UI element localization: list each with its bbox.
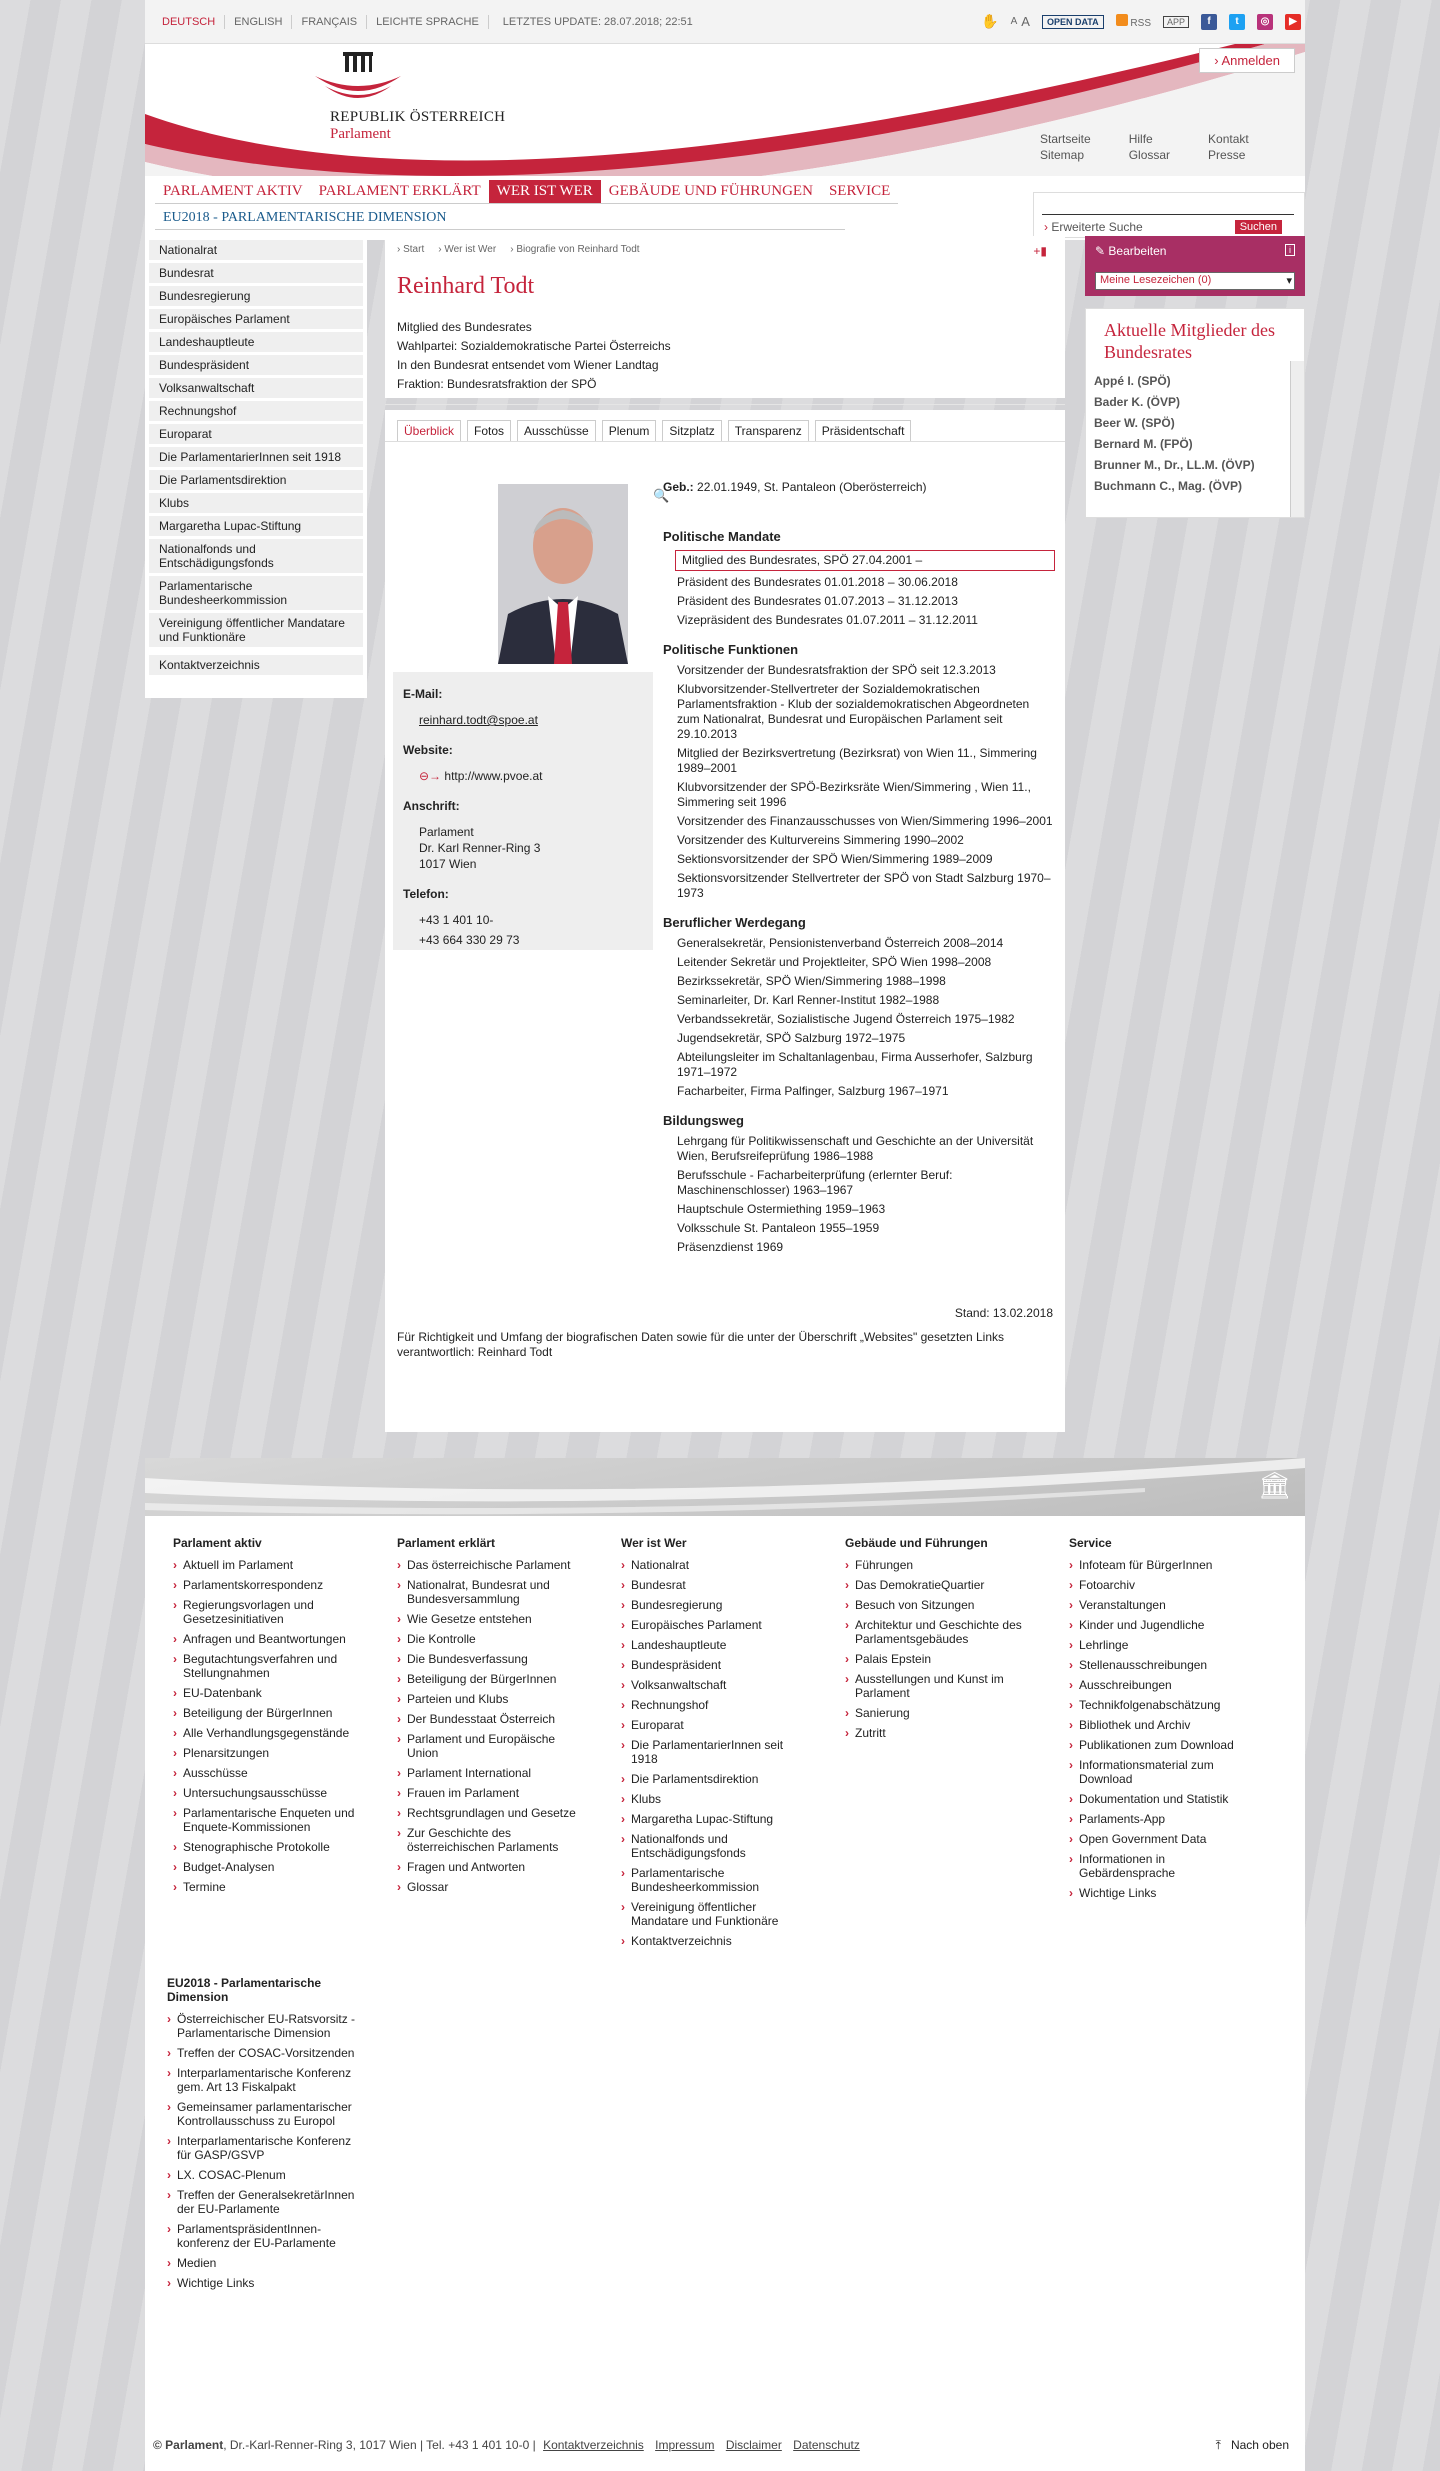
footer-column-title[interactable]: Wer ist Wer bbox=[621, 1536, 687, 1550]
main-nav-items bbox=[155, 180, 898, 204]
page-wrapper bbox=[145, 0, 1305, 240]
members-title: Aktuelle Mitglieder des Bundesrates bbox=[1104, 320, 1275, 362]
bio-summary bbox=[385, 306, 1065, 405]
nav-service[interactable]: SERVICE bbox=[821, 180, 898, 204]
instagram-icon[interactable]: ◎ bbox=[1257, 14, 1273, 30]
advanced-search-link[interactable]: › Erweiterte Suche bbox=[1044, 220, 1143, 234]
bio-entry: Präsident des Bundesrates 01.01.2018 – 30.06.2018 bbox=[677, 575, 958, 589]
link-presse[interactable]: Presse bbox=[1208, 148, 1246, 162]
sidebar-item-europarat[interactable]: Europarat bbox=[149, 424, 363, 444]
link-startseite[interactable]: Startseite bbox=[1040, 132, 1091, 146]
lang-francais[interactable]: FRANÇAIS bbox=[292, 15, 367, 29]
footer-link[interactable]: › Treffen der GeneralsekretärInnen der EU-Parlamente bbox=[167, 2188, 357, 2216]
sidebar-item-klubs[interactable]: Klubs bbox=[149, 493, 363, 513]
footer-link[interactable]: › Das DemokratieQuartier bbox=[845, 1578, 1035, 1592]
tab-plenum[interactable]: Plenum bbox=[602, 420, 657, 441]
bio-entry: Hauptschule Ostermiething 1959–1963 bbox=[677, 1202, 886, 1216]
footer-link[interactable]: › Anfragen und Beantwortungen bbox=[173, 1632, 363, 1646]
crumb-start-label: Start bbox=[403, 244, 425, 255]
tab-fotos[interactable]: Fotos bbox=[467, 420, 511, 441]
search-box bbox=[1033, 192, 1305, 238]
parliament-logo-icon[interactable] bbox=[313, 46, 403, 106]
birth-label: Geb.: bbox=[663, 480, 694, 494]
footer-link[interactable]: › Wichtige Links bbox=[1069, 1886, 1259, 1900]
bio-entry: Leitender Sekretär und Projektleiter, SPÖ Wien 1998–2008 bbox=[677, 955, 992, 969]
footer-link[interactable]: › Aktuell im Parlament bbox=[173, 1558, 363, 1572]
bio-entry: Lehrgang für Politikwissenschaft und Geschichte an der Universität Wien, Berufsreifeprüfung 1986–1988 bbox=[677, 1134, 1034, 1163]
member-link[interactable]: Appé I. (SPÖ) bbox=[1094, 374, 1171, 388]
footer-link[interactable]: › Bundespräsident bbox=[621, 1658, 811, 1672]
footer-link[interactable]: › Klubs bbox=[621, 1792, 811, 1806]
footer-link[interactable]: › Fragen und Antworten bbox=[397, 1860, 587, 1874]
bio-sections bbox=[663, 529, 1055, 1255]
footer-link[interactable]: › Regierungsvorlagen und Gesetzesinitiativen bbox=[173, 1598, 363, 1626]
edit-panel bbox=[1085, 236, 1305, 296]
website-link[interactable] bbox=[403, 768, 643, 784]
footer-link[interactable]: › Parlament International bbox=[397, 1766, 587, 1780]
footer-link[interactable]: › Ausstellungen und Kunst im Parlament bbox=[845, 1672, 1035, 1700]
footer-column-title[interactable]: Parlament aktiv bbox=[173, 1536, 262, 1550]
external-link-icon: ⊖→ bbox=[419, 769, 442, 783]
footer-link[interactable]: › Publikationen zum Download bbox=[1069, 1738, 1259, 1752]
footer-link[interactable]: › Open Government Data bbox=[1069, 1832, 1259, 1846]
bio-details bbox=[663, 480, 1055, 1259]
footer-column bbox=[621, 1536, 811, 1954]
footer-link[interactable]: › Die ParlamentarierInnen seit 1918 bbox=[621, 1738, 811, 1766]
member-link[interactable]: Brunner M., Dr., LL.M. (ÖVP) bbox=[1094, 458, 1255, 472]
footer-link[interactable]: › Wichtige Links bbox=[167, 2276, 357, 2290]
footer-link[interactable]: › Technikfolgenabschätzung bbox=[1069, 1698, 1259, 1712]
footer-link[interactable]: › Parlament und Europäische Union bbox=[397, 1732, 587, 1760]
footer-link[interactable]: › Parlaments-App bbox=[1069, 1812, 1259, 1826]
tab-praesidentschaft[interactable]: Präsidentschaft bbox=[815, 420, 912, 441]
contact-box bbox=[393, 672, 653, 950]
crumb-start[interactable]: › Start bbox=[397, 244, 425, 255]
search-input[interactable] bbox=[1042, 199, 1294, 215]
members-box bbox=[1085, 308, 1305, 518]
rss-icon bbox=[1116, 14, 1128, 26]
footer-link[interactable]: › Termine bbox=[173, 1880, 363, 1894]
responsibility-note: Für Richtigkeit und Umfang der biografischen Daten sowie für die unter der Überschrift „Websites" gesetzten Links verantwortlich: Reinhard Todt bbox=[397, 1330, 1004, 1359]
email-link[interactable]: reinhard.todt@spoe.at bbox=[419, 713, 538, 727]
phone-line: +43 664 330 29 73 bbox=[419, 933, 520, 947]
footer-link[interactable]: › Der Bundesstaat Österreich bbox=[397, 1712, 587, 1726]
footer-link[interactable]: › Nationalfonds und Entschädigungsfonds bbox=[621, 1832, 811, 1860]
portrait-illustration bbox=[498, 484, 628, 664]
tab-transparenz[interactable]: Transparenz bbox=[728, 420, 809, 441]
footer-link[interactable]: › Frauen im Parlament bbox=[397, 1786, 587, 1800]
footer-link[interactable]: › Europäisches Parlament bbox=[621, 1618, 811, 1632]
breadcrumb bbox=[385, 236, 1065, 263]
footer-link[interactable]: › Kinder und Jugendliche bbox=[1069, 1618, 1259, 1632]
footer-link[interactable]: › Landeshauptleute bbox=[621, 1638, 811, 1652]
footer-link[interactable]: › Parteien und Klubs bbox=[397, 1692, 587, 1706]
footer-column bbox=[167, 1976, 357, 2296]
back-to-top[interactable] bbox=[1216, 2438, 1289, 2453]
footer-address: , Dr.-Karl-Renner-Ring 3, 1017 Wien | Tel. +43 1 401 10-0 | bbox=[223, 2438, 536, 2452]
footer-link[interactable]: › Bundesrat bbox=[621, 1578, 811, 1592]
sidebar-item-vereinigung[interactable]: Vereinigung öffentlicher Mandatare und Funktionäre bbox=[149, 613, 363, 647]
sidebar-item-parlamentsdirektion[interactable]: Die Parlamentsdirektion bbox=[149, 470, 363, 490]
footer-link[interactable]: › Palais Epstein bbox=[845, 1652, 1035, 1666]
footer-link[interactable]: › Ausschreibungen bbox=[1069, 1678, 1259, 1692]
footer-link[interactable]: › Beteiligung der BürgerInnen bbox=[173, 1706, 363, 1720]
footer-link[interactable]: › Rechtsgrundlagen und Gesetze bbox=[397, 1806, 587, 1820]
bio-entry: Präsenzdienst 1969 bbox=[677, 1240, 784, 1254]
footer-link[interactable]: › Begutachtungsverfahren und Stellungnahmen bbox=[173, 1652, 363, 1680]
footer-column-title[interactable]: Parlament erklärt bbox=[397, 1536, 496, 1550]
summary-line: Mitglied des Bundesrates bbox=[397, 320, 532, 334]
sidebar-item-parlamentarier[interactable]: Die ParlamentarierInnen seit 1918 bbox=[149, 447, 363, 467]
bio-entry: Generalsekretär, Pensionistenverband Österreich 2008–2014 bbox=[677, 936, 1004, 950]
bio-entry: Sektionsvorsitzender Stellvertreter der SPÖ von Stadt Salzburg 1970–1973 bbox=[677, 871, 1051, 900]
font-small-button[interactable]: A bbox=[1010, 16, 1018, 27]
section-title: Politische Funktionen bbox=[663, 642, 799, 657]
main-navigation bbox=[145, 176, 1305, 240]
chevron-down-icon: ▾ bbox=[1286, 275, 1292, 287]
quick-links bbox=[1040, 131, 1249, 163]
member-link[interactable]: Beer W. (SPÖ) bbox=[1094, 416, 1175, 430]
footer-link[interactable]: › Kontaktverzeichnis bbox=[621, 1934, 811, 1948]
login-label: Anmelden bbox=[1221, 53, 1280, 68]
bio-header bbox=[385, 236, 1065, 398]
footer-link[interactable]: › Führungen bbox=[845, 1558, 1035, 1572]
bookmarks-select-value: Meine Lesezeichen (0) bbox=[1100, 274, 1212, 286]
sidebar-item-eu-parlament[interactable]: Europäisches Parlament bbox=[149, 309, 363, 329]
zoom-icon[interactable]: 🔍 bbox=[653, 488, 670, 503]
bio-entry: Volksschule St. Pantaleon 1955–1959 bbox=[677, 1221, 880, 1235]
arrow-up-icon: ⤒ bbox=[1215, 2438, 1221, 2452]
footer-link-datenschutz[interactable]: Datenschutz bbox=[793, 2438, 860, 2452]
footer-link[interactable]: › Sanierung bbox=[845, 1706, 1035, 1720]
footer-link[interactable]: › Das österreichische Parlament bbox=[397, 1558, 587, 1572]
nav-eu2018[interactable]: EU2018 - PARLAMENTARISCHE DIMENSION bbox=[155, 207, 845, 230]
footer-column bbox=[397, 1536, 587, 1900]
section-title: Beruflicher Werdegang bbox=[663, 915, 806, 930]
footer-link[interactable]: › Ausschüsse bbox=[173, 1766, 363, 1780]
site-logo-text[interactable] bbox=[330, 109, 505, 143]
search-button[interactable]: Suchen bbox=[1235, 220, 1282, 234]
footer-link[interactable]: › Parlamentskorrespondenz bbox=[173, 1578, 363, 1592]
birth-info bbox=[663, 480, 1055, 495]
member-link[interactable]: Bader K. (ÖVP) bbox=[1094, 395, 1181, 409]
summary-line: In den Bundesrat entsendet vom Wiener Landtag bbox=[397, 358, 659, 372]
footer-link[interactable]: › Die Bundesverfassung bbox=[397, 1652, 587, 1666]
detail-panel bbox=[385, 410, 1065, 1432]
bio-entry: Vorsitzender des Kulturvereins Simmering 1990–2002 bbox=[677, 833, 964, 847]
twitter-icon[interactable]: t bbox=[1229, 14, 1245, 30]
rss-link[interactable] bbox=[1116, 14, 1151, 29]
bio-entry: Sektionsvorsitzender der SPÖ Wien/Simmering 1989–2009 bbox=[677, 852, 993, 866]
parliament-footer-icon: 🏛 bbox=[1257, 1470, 1291, 1500]
footer-link[interactable]: › Die Parlamentsdirektion bbox=[621, 1772, 811, 1786]
last-update: LETZTES UPDATE: 28.07.2018; 22:51 bbox=[502, 15, 693, 28]
footer-link[interactable]: › Vereinigung öffentlicher Mandatare und Funktionäre bbox=[621, 1900, 811, 1928]
bio-entry: Klubvorsitzender-Stellvertreter der Sozialdemokratischen Parlamentsfraktion - Klub der sozialdemokratischen Abgeordneten zum Nationalrat, Bundesrat und Europäischen Parlament seit 29.10.2013 bbox=[677, 682, 1030, 741]
lang-english[interactable]: ENGLISH bbox=[225, 15, 292, 29]
footer-link[interactable]: › Interparlamentarische Konferenz für GASP/GSVP bbox=[167, 2134, 357, 2162]
bio-entry: Facharbeiter, Firma Palfinger, Salzburg 1967–1971 bbox=[677, 1084, 949, 1098]
footer-link[interactable]: › Bibliothek und Archiv bbox=[1069, 1718, 1259, 1732]
footer-link[interactable]: › Alle Verhandlungsgegenstände bbox=[173, 1726, 363, 1740]
top-icons bbox=[981, 13, 1301, 30]
footer-link[interactable]: › Besuch von Sitzungen bbox=[845, 1598, 1035, 1612]
logo-line1: REPUBLIK ÖSTERREICH bbox=[330, 109, 506, 125]
address bbox=[403, 824, 643, 872]
website-label: Website: bbox=[403, 743, 453, 757]
lang-leichte-sprache[interactable]: LEICHTE SPRACHE bbox=[367, 15, 489, 29]
footer-bottom bbox=[153, 2438, 864, 2452]
sidebar-item-nationalfonds[interactable]: Nationalfonds und Entschädigungsfonds bbox=[149, 539, 363, 573]
footer-link[interactable]: › Beteiligung der BürgerInnen bbox=[397, 1672, 587, 1686]
lang-deutsch[interactable]: DEUTSCH bbox=[153, 15, 225, 29]
quick-col-2 bbox=[1129, 131, 1170, 163]
bio-entry: Vorsitzender der Bundesratsfraktion der SPÖ seit 12.3.2013 bbox=[677, 663, 996, 677]
email-label: E-Mail: bbox=[403, 687, 443, 701]
summary-line: Fraktion: Bundesratsfraktion der SPÖ bbox=[397, 377, 597, 391]
pencil-icon: ✎ bbox=[1095, 244, 1106, 258]
footer-link[interactable]: › Rechnungshof bbox=[621, 1698, 811, 1712]
bio-entry: Klubvorsitzender der SPÖ-Bezirksräte Wien/Simmering , Wien 11., Simmering seit 1996 bbox=[677, 780, 1031, 809]
birth-value: 22.01.1949, St. Pantaleon (Oberösterreich) bbox=[697, 480, 927, 494]
address-label: Anschrift: bbox=[403, 799, 460, 813]
sign-language-icon[interactable]: ✋ bbox=[981, 13, 999, 29]
address-line: Dr. Karl Renner-Ring 3 bbox=[419, 841, 541, 855]
bio-entry: Bezirkssekretär, SPÖ Wien/Simmering 1988–1998 bbox=[677, 974, 946, 988]
sidebar-item-bundesregierung[interactable]: Bundesregierung bbox=[149, 286, 363, 306]
font-large-button[interactable]: A bbox=[1021, 14, 1030, 29]
bio-entry: Vizepräsident des Bundesrates 01.07.2011 – 31.12.2011 bbox=[677, 613, 978, 627]
footer-link[interactable]: › Glossar bbox=[397, 1880, 587, 1894]
footer-link[interactable]: › Nationalrat, Bundesrat und Bundesversammlung bbox=[397, 1578, 587, 1606]
footer-link-impressum[interactable]: Impressum bbox=[655, 2438, 715, 2452]
link-hilfe[interactable]: Hilfe bbox=[1128, 132, 1153, 146]
sidebar-item-landeshauptleute[interactable]: Landeshauptleute bbox=[149, 332, 363, 352]
member-link[interactable]: Buchmann C., Mag. (ÖVP) bbox=[1094, 479, 1243, 493]
logo-line2: Parlament bbox=[330, 126, 391, 142]
footer-link[interactable]: › Interparlamentarische Konferenz gem. Art 13 Fiskalpakt bbox=[167, 2066, 357, 2094]
footer-link[interactable]: › Stenographische Protokolle bbox=[173, 1840, 363, 1854]
bio-entry: Jugendsekretär, SPÖ Salzburg 1972–1975 bbox=[677, 1031, 906, 1045]
bio-entry: Präsident des Bundesrates 01.07.2013 – 31.12.2013 bbox=[677, 594, 958, 608]
footer-link[interactable]: › Informationen in Gebärdensprache bbox=[1069, 1852, 1259, 1880]
website-url: http://www.pvoe.at bbox=[444, 769, 543, 783]
right-sidebar bbox=[1085, 236, 1305, 518]
footer-link[interactable]: › Plenarsitzungen bbox=[173, 1746, 363, 1760]
main-body bbox=[145, 236, 1305, 1458]
link-glossar[interactable]: Glossar bbox=[1128, 148, 1171, 162]
top-bar bbox=[145, 0, 1305, 44]
bio-entry: Mitglied der Bezirksvertretung (Bezirksrat) von Wien 11., Simmering 1989–2001 bbox=[677, 746, 1037, 775]
footer-link[interactable]: › Bundesregierung bbox=[621, 1598, 811, 1612]
link-kontakt[interactable]: Kontakt bbox=[1208, 132, 1249, 146]
footer-link[interactable]: › ParlamentspräsidentInnen-konferenz der EU-Parlamente bbox=[167, 2222, 357, 2250]
sidebar-item-volksanwaltschaft[interactable]: Volksanwaltschaft bbox=[149, 378, 363, 398]
phone-line: +43 1 401 10- bbox=[419, 913, 494, 927]
facebook-icon[interactable]: f bbox=[1201, 14, 1217, 30]
footer-link[interactable]: › Zutritt bbox=[845, 1726, 1035, 1740]
sidebar-item-rechnungshof[interactable]: Rechnungshof bbox=[149, 401, 363, 421]
footer-link[interactable]: › Europarat bbox=[621, 1718, 811, 1732]
footer-link[interactable]: › Stellenausschreibungen bbox=[1069, 1658, 1259, 1672]
edit-label: Bearbeiten bbox=[1108, 244, 1167, 258]
tab-ueberblick[interactable]: Überblick bbox=[397, 420, 461, 441]
sidebar-item-nationalrat[interactable]: Nationalrat bbox=[149, 240, 363, 260]
site-footer bbox=[145, 1458, 1305, 2471]
address-line: Parlament bbox=[419, 825, 474, 839]
bookmark-add-icon[interactable]: +▮ bbox=[1033, 244, 1047, 258]
footer-link[interactable]: › Parlamentarische Enqueten und Enquete-Kommissionen bbox=[173, 1806, 363, 1834]
section-title: Bildungsweg bbox=[663, 1113, 744, 1128]
bookmarks-select[interactable] bbox=[1095, 272, 1295, 290]
app-button[interactable]: APP bbox=[1163, 16, 1189, 28]
sidebar-item-bundesrat[interactable]: Bundesrat bbox=[149, 263, 363, 283]
crumb-current: › Biografie von Reinhard Todt bbox=[510, 244, 640, 255]
members-scrollbar[interactable] bbox=[1290, 361, 1304, 517]
phone-label: Telefon: bbox=[403, 887, 449, 901]
sidebar-item-bundespraesident[interactable]: Bundespräsident bbox=[149, 355, 363, 375]
login-button[interactable]: › Anmelden bbox=[1199, 48, 1295, 73]
crumb-current-label: Biografie von Reinhard Todt bbox=[516, 244, 640, 255]
footer-column-title[interactable]: Gebäude und Führungen bbox=[845, 1536, 988, 1550]
footer-link[interactable]: › Infoteam für BürgerInnen bbox=[1069, 1558, 1259, 1572]
sidebar-item-bundesheerkommission[interactable]: Parlamentarische Bundesheerkommission bbox=[149, 576, 363, 610]
footer-column bbox=[845, 1536, 1035, 1746]
copyright: © Parlament bbox=[153, 2438, 224, 2452]
footer-link[interactable]: › Österreichischer EU-Ratsvorsitz - Parlamentarische Dimension bbox=[167, 2012, 357, 2040]
bio-entry: Vorsitzender des Finanzausschusses von Wien/Simmering 1996–2001 bbox=[677, 814, 1053, 828]
sidebar-item-kontaktverzeichnis[interactable]: Kontaktverzeichnis bbox=[149, 655, 363, 675]
footer-link[interactable]: › EU-Datenbank bbox=[173, 1686, 363, 1700]
stand-date: Stand: 13.02.2018 bbox=[954, 1306, 1053, 1320]
footer-link[interactable]: › Gemeinsamer parlamentarischer Kontrollausschuss zu Europol bbox=[167, 2100, 357, 2128]
bio-entry: Berufsschule - Facharbeiterprüfung (erlernter Beruf: Maschinenschlosser) 1963–1967 bbox=[677, 1168, 953, 1197]
crumb-wer-label: Wer ist Wer bbox=[444, 244, 497, 255]
footer-link-disclaimer[interactable]: Disclaimer bbox=[725, 2438, 782, 2452]
footer-link[interactable]: › Die Kontrolle bbox=[397, 1632, 587, 1646]
footer-link[interactable]: › Zur Geschichte des österreichischen Parlaments bbox=[397, 1826, 587, 1854]
footer-column bbox=[173, 1536, 363, 1900]
nav-wer-ist-wer[interactable]: WER IST WER bbox=[489, 180, 601, 204]
footer-link[interactable]: › LX. COSAC-Plenum bbox=[167, 2168, 357, 2182]
footer-link[interactable]: › Medien bbox=[167, 2256, 357, 2270]
footer-link[interactable]: › Wie Gesetze entstehen bbox=[397, 1612, 587, 1626]
section-title: Politische Mandate bbox=[663, 529, 781, 544]
detail-tabs bbox=[385, 410, 1065, 442]
summary-line: Wahlpartei: Sozialdemokratische Partei Österreichs bbox=[397, 339, 671, 353]
portrait-photo[interactable] bbox=[498, 484, 628, 664]
footer-link[interactable]: › Lehrlinge bbox=[1069, 1638, 1259, 1652]
footer-link[interactable]: › Untersuchungsausschüsse bbox=[173, 1786, 363, 1800]
footer-link[interactable]: › Informationsmaterial zum Download bbox=[1069, 1758, 1259, 1786]
footer-column-title[interactable]: EU2018 - Parlamentarische Dimension bbox=[167, 1976, 322, 2004]
footer-link[interactable]: › Margaretha Lupac-Stiftung bbox=[621, 1812, 811, 1826]
members-list bbox=[1086, 371, 1304, 497]
link-sitemap[interactable]: Sitemap bbox=[1040, 148, 1085, 162]
footer-link[interactable]: › Treffen der COSAC-Vorsitzenden bbox=[167, 2046, 357, 2060]
bio-entry: Seminarleiter, Dr. Karl Renner-Institut 1982–1988 bbox=[677, 993, 940, 1007]
bio-entry: Mitglied des Bundesrates, SPÖ 27.04.2001 – bbox=[675, 550, 1055, 571]
footer-column bbox=[1069, 1536, 1259, 1906]
footer-link[interactable]: › Architektur und Geschichte des Parlamentsgebäudes bbox=[845, 1618, 1035, 1646]
phone bbox=[403, 912, 643, 948]
rss-label: RSS bbox=[1130, 18, 1151, 29]
sidebar-item-lupac[interactable]: Margaretha Lupac-Stiftung bbox=[149, 516, 363, 536]
member-link[interactable]: Bernard M. (FPÖ) bbox=[1094, 437, 1193, 451]
footer-link[interactable]: › Nationalrat bbox=[621, 1558, 811, 1572]
left-sidebar bbox=[145, 236, 367, 698]
address-line: 1017 Wien bbox=[419, 857, 477, 871]
info-icon[interactable]: i bbox=[1285, 244, 1295, 256]
nav-parlament-aktiv[interactable]: PARLAMENT AKTIV bbox=[155, 180, 311, 204]
footer-swoosh bbox=[145, 1458, 1305, 1516]
footer-link[interactable]: › Budget-Analysen bbox=[173, 1860, 363, 1874]
bio-entry: Verbandssekretär, Sozialistische Jugend Österreich 1975–1982 bbox=[677, 1012, 1015, 1026]
nav-gebaeude[interactable]: GEBÄUDE UND FÜHRUNGEN bbox=[601, 180, 821, 204]
tab-sitzplatz[interactable]: Sitzplatz bbox=[662, 420, 721, 441]
nav-parlament-erklaert[interactable]: PARLAMENT ERKLÄRT bbox=[311, 180, 489, 204]
footer-link[interactable]: › Volksanwaltschaft bbox=[621, 1678, 811, 1692]
footer-link[interactable]: › Parlamentarische Bundesheerkommission bbox=[621, 1866, 811, 1894]
open-data-button[interactable]: OPEN DATA bbox=[1042, 15, 1104, 29]
advanced-search-label: Erweiterte Suche bbox=[1051, 220, 1143, 234]
footer-link-kontakt[interactable]: Kontaktverzeichnis bbox=[543, 2438, 644, 2452]
site-header bbox=[145, 44, 1305, 176]
youtube-icon[interactable]: ▶ bbox=[1285, 14, 1301, 30]
content-area bbox=[385, 236, 1065, 1432]
bio-entry: Abteilungsleiter im Schaltanlagenbau, Firma Ausserhofer, Salzburg 1971–1972 bbox=[677, 1050, 1033, 1079]
tab-ausschuesse[interactable]: Ausschüsse bbox=[517, 420, 596, 441]
crumb-wer-ist-wer[interactable]: › Wer ist Wer bbox=[438, 244, 497, 255]
footer-link[interactable]: › Fotoarchiv bbox=[1069, 1578, 1259, 1592]
quick-col-3 bbox=[1208, 131, 1249, 163]
back-to-top-label: Nach oben bbox=[1230, 2438, 1289, 2452]
page-title: Reinhard Todt bbox=[397, 273, 535, 299]
quick-col-1 bbox=[1040, 131, 1091, 163]
footer-link[interactable]: › Veranstaltungen bbox=[1069, 1598, 1259, 1612]
footer-column-title[interactable]: Service bbox=[1069, 1536, 1112, 1550]
footer-banner bbox=[145, 1458, 1305, 1516]
footer-link[interactable]: › Dokumentation und Statistik bbox=[1069, 1792, 1259, 1806]
